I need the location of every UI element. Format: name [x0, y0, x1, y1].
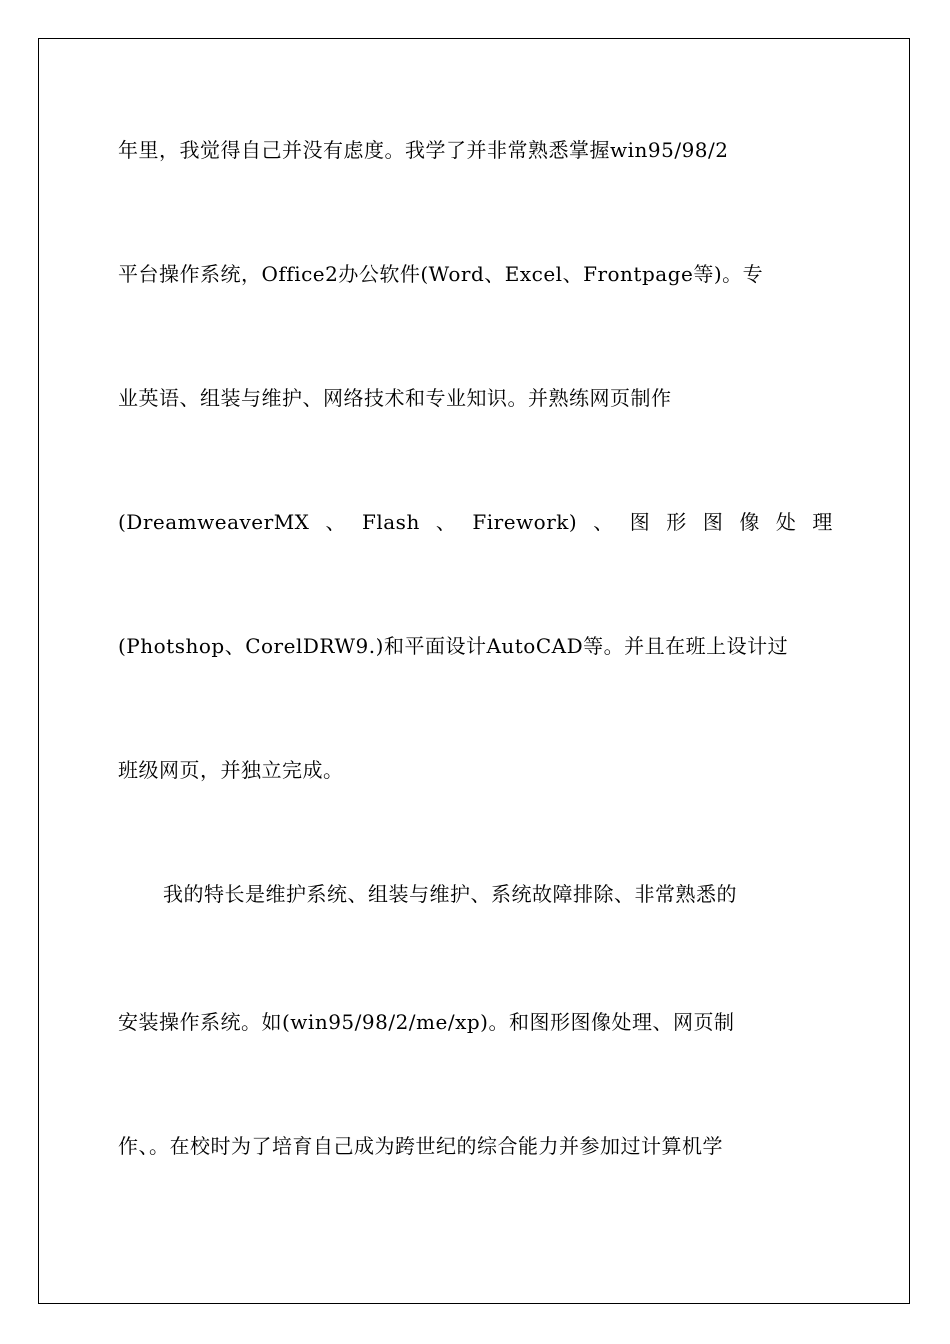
char-xiang: 像	[739, 510, 760, 534]
word-flash: Flash	[361, 510, 420, 534]
text-line-2: 平台操作系统，Office2办公软件(Word、Excel、Frontpage等)。专	[118, 262, 764, 286]
text-line-8: 安装操作系统。如(win95/98/2/me/xp)。和图形图像处理、网页制	[118, 1010, 735, 1034]
text-line-5: (Photshop、CorelDRW9.)和平面设计AutoCAD等。并且在班上设计过	[118, 634, 789, 658]
text-line-6: 班级网页，并独立完成。	[118, 758, 344, 782]
punct-comma-2: 、	[435, 510, 457, 534]
text-line-7: 我的特长是维护系统、组装与维护、系统故障排除、非常熟悉的	[163, 882, 737, 906]
word-dreamweaver: (DreamweaverMX	[118, 510, 310, 534]
text-line-1: 年里，我觉得自己并没有虑度。我学了并非常熟悉掌握win95/98/2	[118, 138, 729, 162]
word-firework: Firework)	[472, 510, 578, 534]
text-line-4	[118, 507, 833, 537]
char-tu-1: 图	[629, 510, 651, 534]
char-xing: 形	[666, 510, 687, 534]
punct-comma-1: 、	[325, 510, 346, 534]
char-li: 理	[812, 510, 833, 534]
char-chu: 处	[775, 510, 797, 534]
punct-comma-3: 、	[593, 510, 614, 534]
char-tu-2: 图	[702, 510, 724, 534]
text-line-9: 作、。在校时为了培育自己成为跨世纪的综合能力并参加过计算机学	[118, 1134, 723, 1158]
page-border	[38, 38, 910, 1304]
text-line-3: 业英语、组装与维护、网络技术和专业知识。并熟练网页制作	[118, 386, 672, 410]
